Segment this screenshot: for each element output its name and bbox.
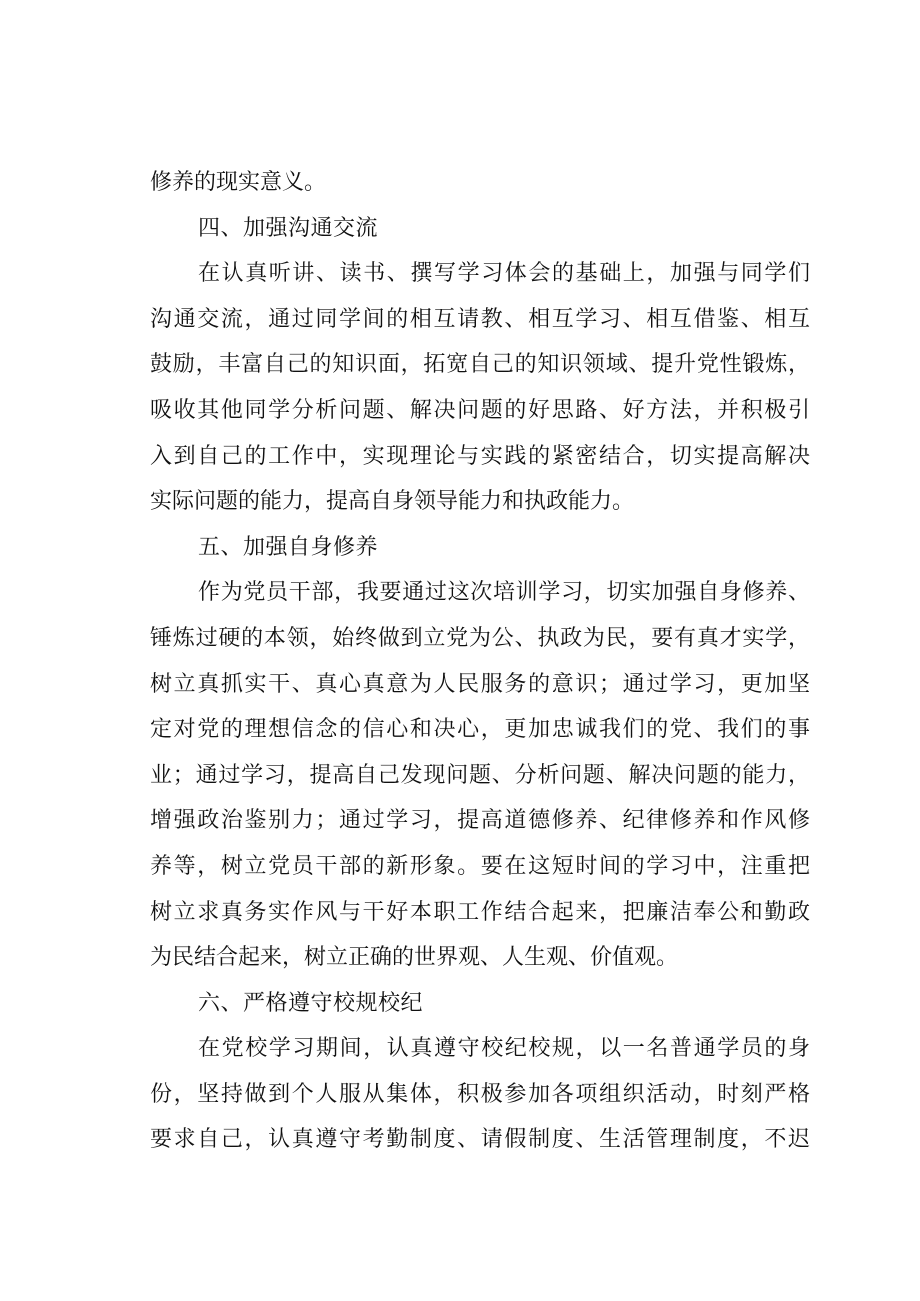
text-line: 要求自己，认真遵守考勤制度、请假制度、生活管理制度，不迟 (150, 1127, 810, 1153)
text-line: 锤炼过硬的本领，始终做到立党为公、执政为民，要有真才实学， (150, 625, 810, 651)
text-line: 修养的现实意义。 (150, 170, 327, 195)
section-heading-4: 四、加强沟通交流 (198, 215, 379, 241)
text-line: 树立真抓实干、真心真意为人民服务的意识；通过学习，更加坚 (150, 671, 810, 697)
paragraph-first-line: 作为党员干部，我要通过这次培训学习，切实加强自身修养、 (198, 580, 810, 606)
section-heading-5: 五、加强自身修养 (198, 534, 379, 560)
text-line: 鼓励，丰富自己的知识面，拓宽自己的知识领域、提升党性锻炼， (150, 352, 810, 378)
text-line: 增强政治鉴别力；通过学习，提高道德修养、纪律修养和作风修 (150, 808, 810, 834)
section-heading-6: 六、严格遵守校规校纪 (198, 990, 424, 1016)
text-line: 为民结合起来，树立正确的世界观、人生观、价值观。 (150, 945, 679, 971)
paragraph-first-line: 在党校学习期间，认真遵守校纪校规，以一名普通学员的身 (198, 1036, 810, 1062)
text-line: 养等，树立党员干部的新形象。要在这短时间的学习中，注重把 (150, 853, 810, 879)
text-line: 沟通交流，通过同学间的相互请教、相互学习、相互借鉴、相互 (150, 306, 810, 332)
text-line: 份，坚持做到个人服从集体，积极参加各项组织活动，时刻严格 (150, 1081, 810, 1107)
text-line: 树立求真务实作风与干好本职工作结合起来，把廉洁奉公和勤政 (150, 899, 810, 925)
document-page (150, 160, 810, 1163)
text-line: 入到自己的工作中，实现理论与实践的紧密结合，切实提高解决 (150, 443, 810, 469)
text-line: 业；通过学习，提高自己发现问题、分析问题、解决问题的能力， (150, 762, 810, 788)
text-line: 吸收其他同学分析问题、解决问题的好思路、好方法，并积极引 (150, 397, 810, 423)
paragraph-first-line: 在认真听讲、读书、撰写学习体会的基础上，加强与同学们 (198, 261, 810, 287)
text-line: 实际问题的能力，提高自身领导能力和执政能力。 (150, 489, 635, 515)
text-line: 定对党的理想信念的信心和决心，更加忠诚我们的党、我们的事 (150, 717, 810, 743)
